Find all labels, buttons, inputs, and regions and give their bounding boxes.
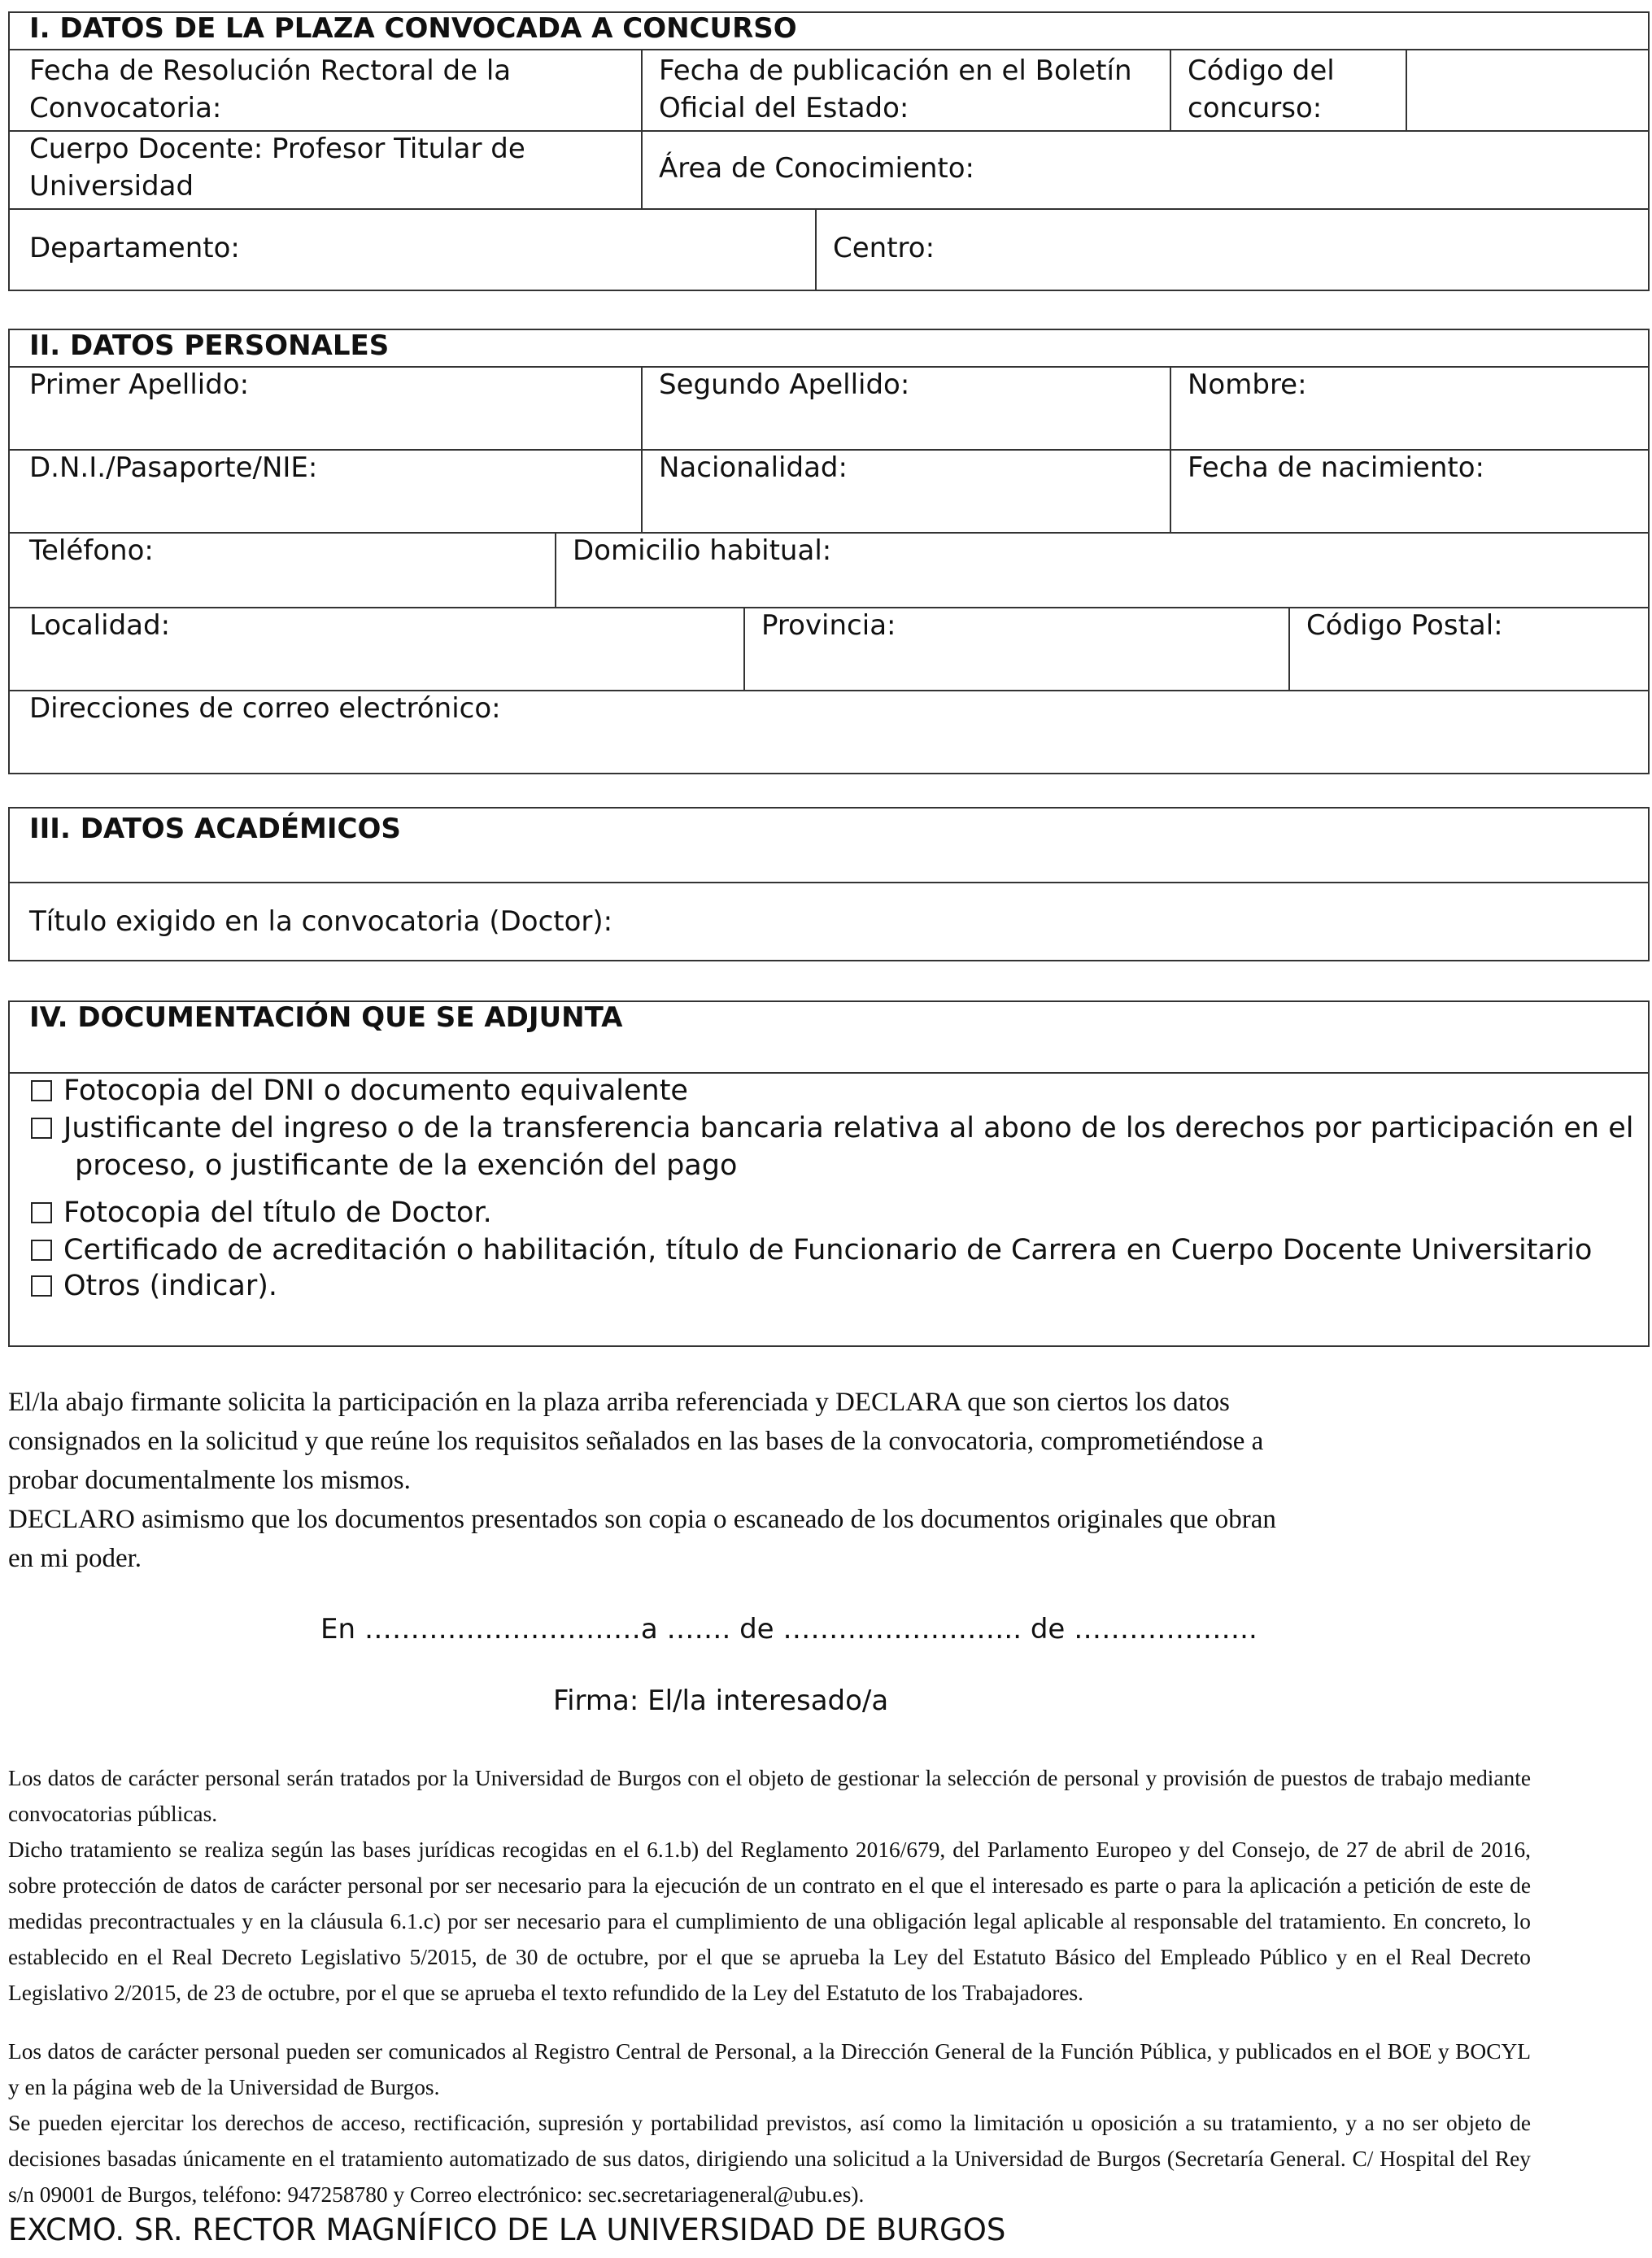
divider	[641, 49, 643, 208]
divider	[1406, 49, 1407, 130]
firma-label: Firma: El/la interesado/a	[553, 1685, 889, 1717]
checkbox[interactable]	[31, 1118, 52, 1139]
legal-paragraph: Los datos de carácter personal serán tratados por la Universidad de Burgos con el objeto de gestionar la selección de personal y provisión de puestos de trabajo mediante convocatorias públicas.	[8, 1766, 1531, 1826]
legal-paragraph: Se pueden ejercitar los derechos de acceso, rectificación, supresión y portabilidad previstos, así como la limitación u oposición a su tratamiento, y a no ser objeto de decisiones basadas únicamente en el tratamiento automatizado de sus datos, dirigiendo una solicitud a la Universidad de Burgos (Secretaría General. C/ Hospital del Rey s/n 09001 de Burgos, teléfono: 947258780 y Correo electrónico: sec.secretariageneral@ubu.es).	[8, 2111, 1531, 2207]
fecha-nacimiento-field[interactable]: Fecha de nacimiento:	[1188, 451, 1484, 484]
localidad-field[interactable]: Localidad:	[29, 609, 171, 642]
divider	[641, 366, 643, 532]
section-personal-title: II. DATOS PERSONALES	[29, 329, 390, 362]
doc-item-justificante[interactable]: Justificante del ingreso o de la transferencia bancaria relativa al abono de los derechos por participación en el	[31, 1109, 1634, 1147]
section-documentacion-title: IV. DOCUMENTACIÓN QUE SE ADJUNTA	[29, 1001, 623, 1034]
correo-field[interactable]: Direcciones de correo electrónico:	[29, 692, 501, 725]
divider	[555, 532, 556, 607]
provincia-field[interactable]: Provincia:	[761, 609, 896, 642]
divider	[1170, 366, 1171, 532]
divider	[743, 607, 745, 690]
doc-item-otros[interactable]: Otros (indicar).	[31, 1267, 277, 1305]
fecha-boe-field[interactable]: Fecha de publicación en el Boletín Oficial del Estado:	[659, 54, 1132, 124]
divider	[815, 208, 817, 291]
declaration-line: consignados en la solicitud y que reúne los requisitos señalados en las bases de la convocatoria, comprometiéndose a	[8, 1427, 1264, 1456]
doc-item-certificado[interactable]: Certificado de acreditación o habilitación, título de Funcionario de Carrera en Cuerpo Docente Universitario	[31, 1231, 1592, 1269]
nombre-field[interactable]: Nombre:	[1188, 368, 1307, 401]
nacionalidad-field[interactable]: Nacionalidad:	[659, 451, 848, 484]
divider	[8, 49, 1650, 50]
cuerpo-docente-field: Cuerpo Docente: Profesor Titular de Universidad	[29, 133, 525, 203]
declaration-line: en mi poder.	[8, 1544, 142, 1573]
section-academicos-title: III. DATOS ACADÉMICOS	[29, 813, 401, 845]
declaration-line: probar documentalmente los mismos.	[8, 1466, 411, 1495]
telefono-field[interactable]: Teléfono:	[29, 534, 154, 567]
departamento-field[interactable]: Departamento:	[29, 232, 240, 264]
divider	[1288, 607, 1290, 690]
dni-field[interactable]: D.N.I./Pasaporte/NIE:	[29, 451, 318, 484]
primer-apellido-field[interactable]: Primer Apellido:	[29, 368, 250, 401]
divider	[1170, 49, 1171, 130]
declaration-line: El/la abajo firmante solicita la participación en la plaza arriba referenciada y DECLARA que son ciertos los datos	[8, 1388, 1230, 1417]
checkbox[interactable]	[31, 1275, 52, 1297]
checkbox[interactable]	[31, 1202, 52, 1223]
place-date-line[interactable]: En …………………………a ……. de …………………….. de ………………..	[320, 1613, 1258, 1646]
checkbox[interactable]	[31, 1240, 52, 1261]
codigo-postal-field[interactable]: Código Postal:	[1306, 609, 1503, 642]
centro-field[interactable]: Centro:	[833, 232, 935, 264]
divider	[8, 882, 1650, 883]
codigo-concurso-field[interactable]: Código del concurso:	[1188, 54, 1335, 124]
legal-paragraph: Los datos de carácter personal pueden ser comunicados al Registro Central de Personal, a la Dirección General de la Función Pública, y publicados en el BOE y BOCYL y en la página web de la Universidad de Burgos.	[8, 2039, 1531, 2099]
doc-item-titulo[interactable]: Fotocopia del título de Doctor.	[31, 1194, 492, 1231]
domicilio-field[interactable]: Domicilio habitual:	[573, 534, 832, 567]
titulo-doctor-field[interactable]: Título exigido en la convocatoria (Doctor):	[29, 905, 613, 938]
section-plaza-title: I. DATOS DE LA PLAZA CONVOCADA A CONCURSO	[29, 12, 797, 45]
legal-paragraph: Dicho tratamiento se realiza según las bases jurídicas recogidas en el 6.1.b) del Reglamento 2016/679, del Parlamento Europeo y del Consejo, de 27 de abril de 2016, sobre protección de datos de carácter personal por ser necesario para la ejecución de un contrato en el que el interesado es parte o para la aplicación a petición de este de medidas precontractuales y en la cláusula 6.1.c) por ser necesario para el cumplimiento de una obligación legal aplicable al responsable del tratamiento. En concreto, lo establecido en el Real Decreto Legislativo 5/2015, de 30 de octubre, por el que se aprueba la Ley del Estatuto Básico del Empleado Público y en el Real Decreto Legislativo 2/2015, de 23 de octubre, por el que se aprueba el texto refundido de la Ley del Estatuto de los Trabajadores.	[8, 1837, 1531, 2005]
addressee: EXCMO. SR. RECTOR MAGNÍFICO DE LA UNIVERSIDAD DE BURGOS	[8, 2212, 1006, 2247]
declaration-line: DECLARO asimismo que los documentos presentados son copia o escaneado de los documentos originales que obran	[8, 1505, 1276, 1534]
doc-item-justificante-cont: proceso, o justificante de la exención del pago	[75, 1149, 738, 1182]
checkbox[interactable]	[31, 1080, 52, 1101]
area-conocimiento-field[interactable]: Área de Conocimiento:	[659, 152, 975, 185]
segundo-apellido-field[interactable]: Segundo Apellido:	[659, 368, 910, 401]
divider	[8, 208, 1650, 210]
fecha-resolucion-field[interactable]: Fecha de Resolución Rectoral de la Convocatoria:	[29, 54, 512, 124]
doc-item-dni[interactable]: Fotocopia del DNI o documento equivalente	[31, 1072, 688, 1109]
